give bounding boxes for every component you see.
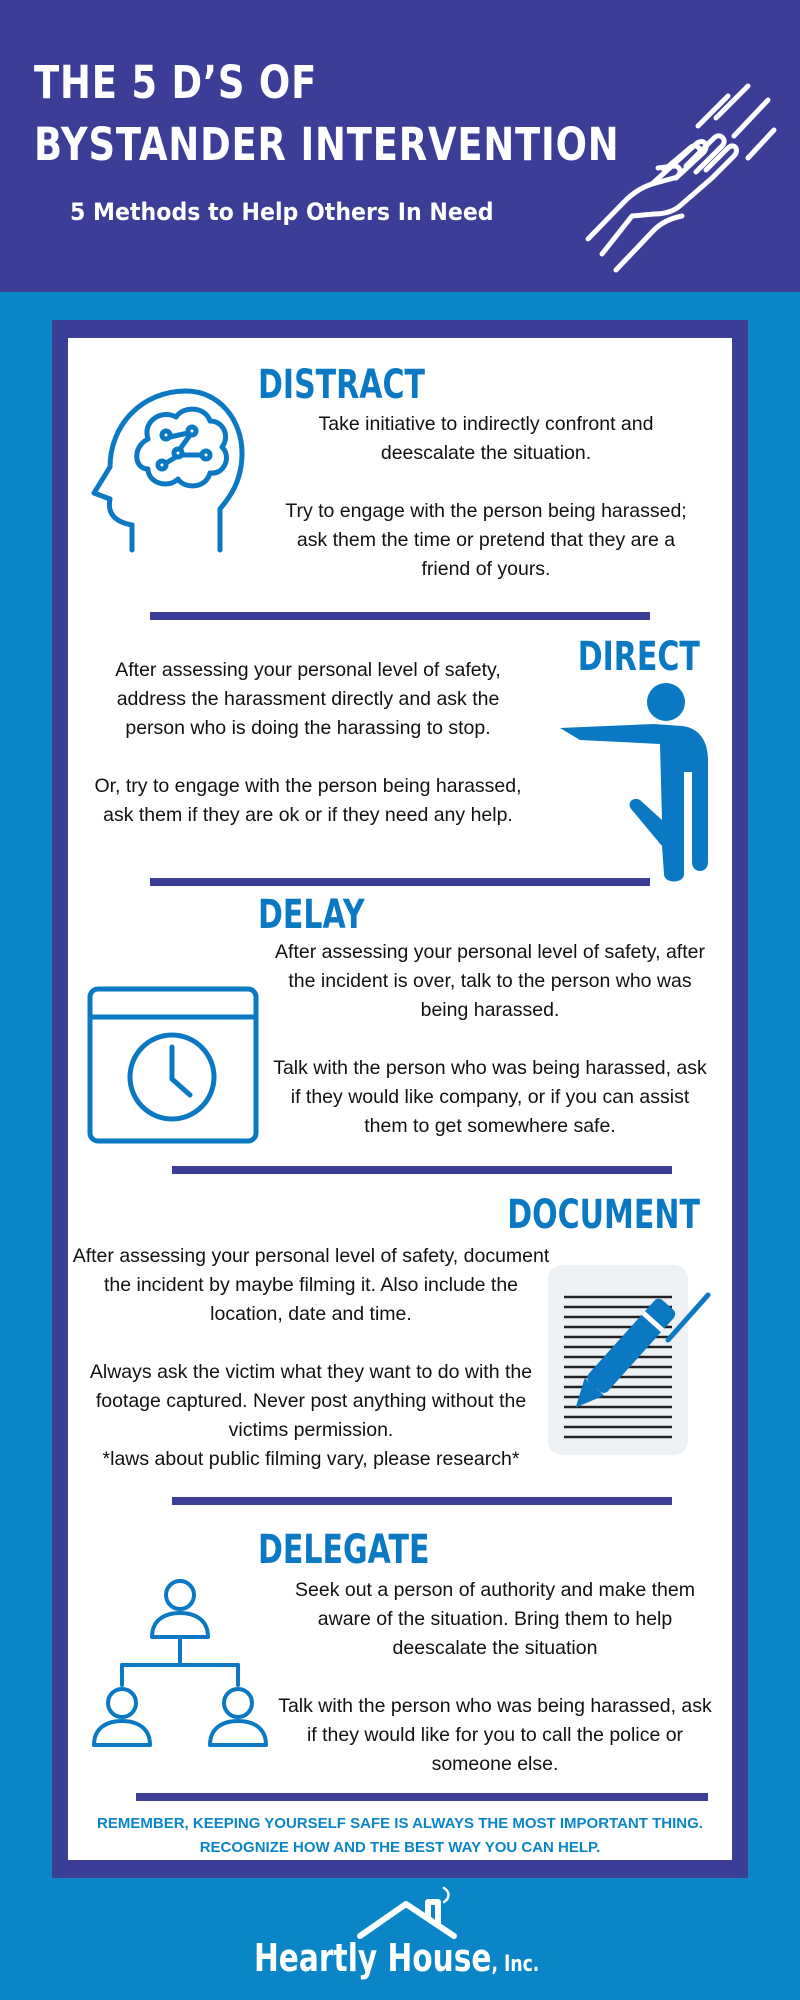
section-body-direct [90, 656, 526, 830]
brain-head-icon [90, 385, 250, 555]
distract-paragraph-1: Take initiative to indirectly confront and deescalate the situation. [318, 413, 654, 464]
logo-suffix: , Inc. [491, 1952, 540, 1977]
document-footnote: *laws about public filming vary, please research* [102, 1448, 520, 1470]
delay-paragraph-1: After assessing your personal level of safety, after the incident is over, talk to the person who was being harassed. [275, 941, 705, 1021]
delay-paragraph-2: Talk with the person who was being harassed, ask if they would like company, or if you can assist them to get somewhere safe. [273, 1057, 707, 1137]
section-title-delay: DELAY [258, 892, 365, 938]
calendar-clock-icon [86, 985, 262, 1145]
page-title [34, 52, 619, 176]
delegate-paragraph-1: Seek out a person of authority and make them aware of the situation. Bring them to help deescalate the situation [295, 1579, 695, 1659]
section-divider [136, 1793, 708, 1801]
delegate-paragraph-2: Talk with the person who was being harassed, ask if they would like for you to call the police or someone else. [278, 1695, 712, 1775]
section-divider [172, 1497, 672, 1505]
direct-paragraph-1: After assessing your personal level of safety, address the harassment directly and ask the person who is doing the harassing to stop. [115, 659, 501, 739]
safety-reminder: REMEMBER, KEEPING YOURSELF SAFE IS ALWAYS THE MOST IMPORTANT THING. RECOGNIZE HOW AND THE BEST WAY YOU CAN HELP. [97, 1815, 703, 1856]
section-title-document: DOCUMENT [507, 1192, 700, 1238]
title-line-2: BYSTANDER INTERVENTION [34, 118, 620, 171]
heartly-house-logo[interactable] [254, 1880, 554, 1990]
section-divider [172, 1166, 672, 1174]
section-divider [150, 612, 650, 620]
logo-name: Heartly House [254, 1936, 492, 1980]
notepad-pen-icon [548, 1265, 728, 1460]
distract-paragraph-2: Try to engage with the person being harassed; ask them the time or pretend that they are a friend of yours. [285, 500, 687, 580]
header-banner [0, 0, 800, 292]
logo-wordmark [254, 1936, 539, 1980]
document-paragraph-2: Always ask the victim what they want to do with the footage captured. Never post anything without the victims permission. [89, 1361, 533, 1441]
document-paragraph-1: After assessing your personal level of safety, document the incident by maybe filming it. Also include the location, date and time. [72, 1245, 550, 1325]
pointing-person-icon [560, 680, 720, 885]
section-title-direct: DIRECT [577, 634, 700, 680]
section-title-delegate: DELEGATE [258, 1527, 430, 1573]
section-body-delegate [272, 1576, 718, 1779]
page-subtitle: 5 Methods to Help Others In Need [70, 198, 494, 226]
house-roof-icon [354, 1880, 464, 1942]
section-divider [150, 878, 650, 886]
helping-hands-icon [578, 74, 778, 274]
direct-paragraph-2: Or, try to engage with the person being harassed, ask them if they are ok or if they need any help. [94, 775, 522, 826]
title-line-1: THE 5 D’S OF [34, 56, 318, 109]
section-body-document [70, 1242, 552, 1474]
section-body-delay [272, 938, 708, 1141]
section-title-distract: DISTRACT [258, 362, 425, 408]
section-body-distract [272, 410, 700, 584]
org-chart-people-icon [90, 1575, 270, 1760]
